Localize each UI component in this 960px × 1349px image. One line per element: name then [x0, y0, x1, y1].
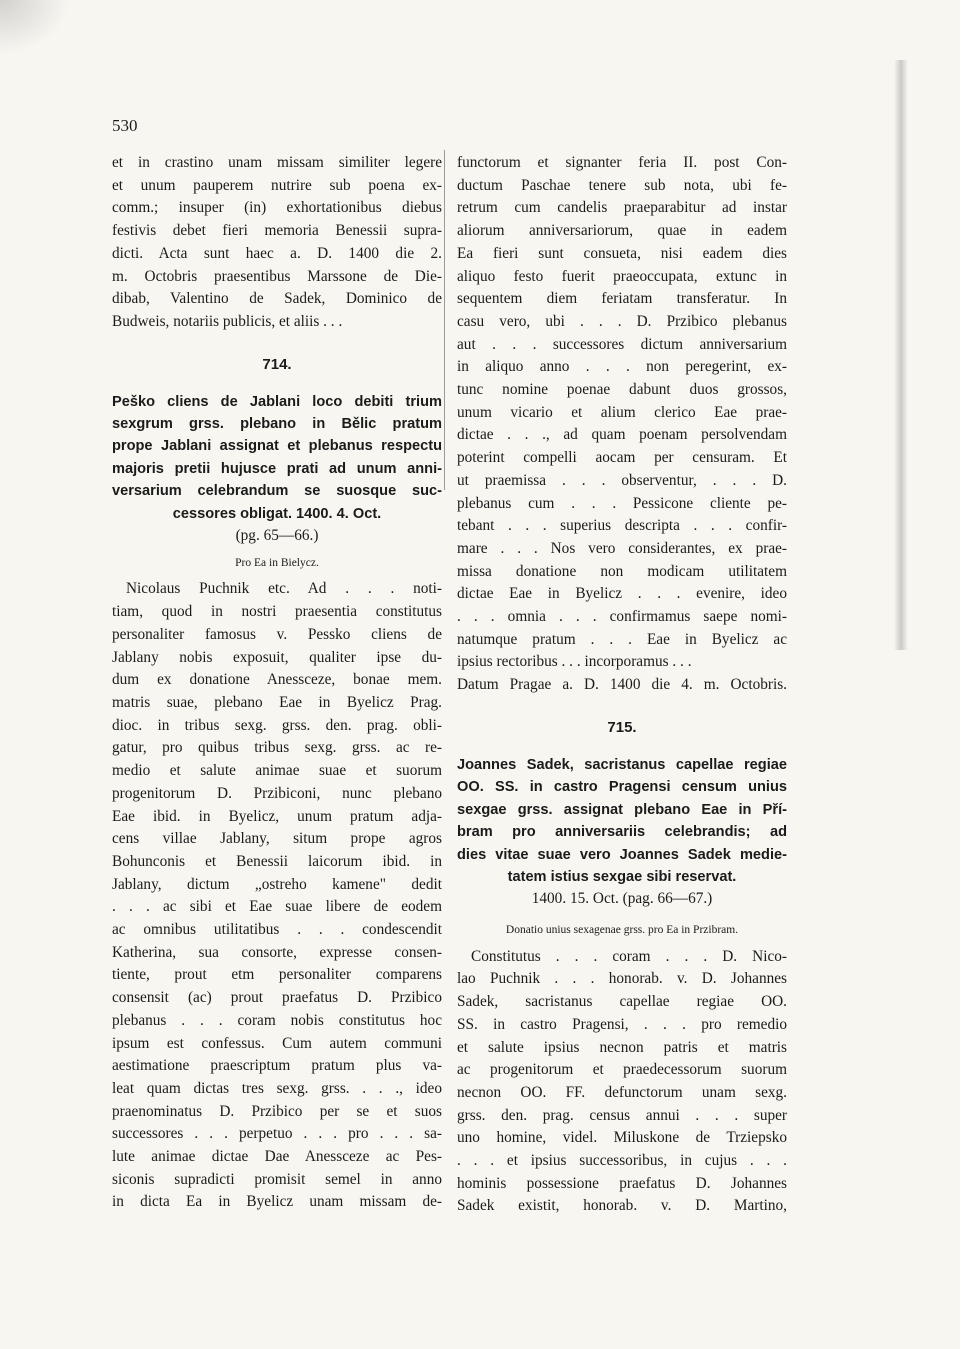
text-line: grss. den. prag. census annui . . . super: [457, 1106, 787, 1124]
date-reference: 1400. 15. Oct. (pag. 66—67.): [531, 890, 713, 908]
text-line: retrum cum candelis praeparabitur ad instar: [457, 199, 787, 217]
text-line: Nicolaus Puchnik etc. Ad . . . noti-: [126, 580, 442, 598]
text-line: Sadek existit, honorab. v. D. Martino,: [457, 1197, 787, 1215]
text-line: progenitorum D. Przibiconi, nunc plebano: [112, 784, 442, 802]
heading-line: tatem istius sexgae sibi reservat.: [507, 868, 737, 885]
text-line: plebanus cum . . . Pessicone cliente pe-: [457, 494, 787, 512]
text-line: aestimatione praescriptum pratum plus va-: [112, 1057, 442, 1075]
text-line: necnon OO. FF. defunctorum unam sexg.: [457, 1083, 787, 1101]
marginal-note: Pro Ea in Bielycz.: [235, 556, 319, 569]
text-line: leat quam dictas tres sexg. grss. . . ., ideo: [112, 1079, 442, 1097]
column-divider: [444, 150, 445, 490]
text-line: dicti. Acta sunt haec a. D. 1400 die 2.: [112, 244, 442, 262]
text-line: Ea fieri sunt consueta, nisi eadem dies: [457, 244, 787, 262]
text-line: Jablany nobis exposuit, qualiter ipse du-: [112, 648, 442, 666]
text-line: gatur, pro quibus tribus sexg. grss. ac re-: [112, 739, 442, 757]
text-line: Sadek, sacristanus capellae regiae OO.: [457, 993, 787, 1011]
text-line: tiam, quod in nostri praesentia constitutus: [112, 603, 442, 621]
heading-line: sexgae grss. assignat plebano Eae in Pří-: [457, 801, 787, 818]
text-line: praenominatus D. Przibico per se et suos: [112, 1102, 442, 1120]
text-line: ipsius rectoribus . . . incorporamus . . .: [457, 653, 692, 671]
text-line: Jablany, dictum „ostreho kamene" dedit: [112, 875, 442, 893]
text-line: et unum pauperem nutrire sub poena ex-: [112, 176, 442, 194]
text-line: comm.; insuper (in) exhortationibus diebus: [112, 199, 442, 217]
text-line: et salute ipsius necnon patris et matris: [457, 1038, 787, 1056]
document-body-714: [112, 578, 442, 1214]
text-line: functorum et signanter feria II. post Con-: [457, 154, 787, 171]
text-line: mare . . . Nos vero considerantes, ex prae-: [457, 539, 787, 557]
text-line: lute animae dictae Dae Anessceze ac Pes-: [112, 1148, 442, 1166]
text-line: consensit (ac) prout praefatus D. Przibico: [112, 989, 442, 1007]
text-line: dum ex donatione Anessceze, bonae mem.: [112, 671, 442, 689]
text-line: in aliquo anno . . . non peregerint, ex-: [457, 358, 787, 376]
heading-line: OO. SS. in castro Pragensi censum unius: [457, 779, 787, 796]
text-line: Budweis, notariis publicis, et aliis . . .: [112, 312, 343, 330]
text-line: lao Puchnik . . . honorab. v. D. Johannes: [457, 970, 787, 988]
text-line: cens villae Jablany, situm prope agros: [112, 830, 442, 848]
scan-corner-stain: [0, 0, 70, 55]
page-reference: (pg. 65—66.): [235, 527, 319, 545]
heading-line: versarium celebrandum se suosque suc-: [112, 483, 442, 500]
heading-line: cessores obligat. 1400. 4. Oct.: [172, 505, 382, 522]
heading-line: Peško cliens de Jablani loco debiti trium: [112, 393, 442, 410]
right-column: [457, 152, 787, 1218]
page-number: 530: [112, 116, 138, 135]
text-line: et in crastino unam missam similiter legere: [112, 154, 442, 171]
text-line: . . . ac sibi et Eae suae libere de eodem: [112, 898, 442, 916]
document-number-715: 715.: [607, 718, 637, 736]
text-line: ipsum est confessus. Cum autem communi: [112, 1034, 442, 1052]
text-line: dioc. in tribus sexg. grss. den. prag. obli-: [112, 716, 442, 734]
text-line: ac progenitorum et praedecessorum suorum: [457, 1061, 787, 1079]
text-line: . . . omnia . . . confirmamus saepe nomi-: [457, 608, 787, 626]
text-line: dibab, Valentino de Sadek, Dominico de: [112, 290, 442, 308]
marginal-note: Donatio unius sexagenae grss. pro Ea in Przibram.: [505, 924, 739, 937]
text-line: hominis possessione praefatus D. Johannes: [457, 1174, 787, 1192]
text-line: tiente, prout etm personaliter comparens: [112, 966, 442, 984]
text-line: dictae Eae in Byelicz . . . evenire, ideo: [457, 585, 787, 603]
text-line: aut . . . successores dictum anniversarium: [457, 335, 787, 353]
text-line: ductum Paschae tenere sub nota, ubi fe-: [457, 176, 787, 194]
text-line: siconis supradicti promisit semel in anno: [112, 1170, 442, 1188]
text-line: successores . . . perpetuo . . . pro . . . sa-: [112, 1125, 442, 1143]
document-heading-714: [112, 391, 442, 525]
heading-line: Joannes Sadek, sacristanus capellae regiae: [457, 756, 787, 773]
text-line: dictae . . ., ad quam poenam persolvendam: [457, 426, 787, 444]
intro-text: [112, 152, 442, 334]
continuation-text: [457, 152, 787, 697]
text-line: Katherina, sua consorte, expresse consen-: [112, 943, 442, 961]
heading-line: majoris pretii hujusce prati ad unum anni-: [112, 460, 442, 477]
text-line: Constitutus . . . coram . . . D. Nico-: [471, 947, 787, 965]
text-line: missa donatione non modicam utilitatem: [457, 562, 787, 580]
text-line: ac omnibus utilitatibus . . . condescendit: [112, 921, 442, 939]
text-line: SS. in castro Pragensi, . . . pro remedio: [457, 1015, 787, 1033]
text-line: tunc nomine poenae dabunt duos grossos,: [457, 381, 787, 399]
text-line: unum vicario et alium clerico Eae prae-: [457, 403, 787, 421]
text-line: natumque pratum . . . Eae in Byelicz ac: [457, 630, 787, 648]
text-line: Eae ibid. in Byelicz, unum pratum adja-: [112, 807, 442, 825]
heading-line: prope Jablani assignat et plebanus respectu: [112, 438, 442, 455]
text-line: ut praemissa . . . observentur, . . . D.: [457, 471, 787, 489]
heading-line: sexgrum grss. plebano in Bělic pratum: [112, 416, 442, 433]
text-line: aliquo festo fuerit praeoccupata, extunc in: [457, 267, 787, 285]
scan-edge-stain: [894, 60, 908, 650]
text-line: Bohunconis et Benessii laicorum ibid. in: [112, 852, 442, 870]
text-line: medio et salute animae suae et suorum: [112, 762, 442, 780]
text-line: uno homine, videl. Miluskone de Trziepsko: [457, 1129, 787, 1147]
heading-line: bram pro anniversariis celebrandis; ad: [457, 824, 787, 841]
text-line: plebanus . . . coram nobis constitutus hoc: [112, 1011, 442, 1029]
text-line: sequentem diem feriatam transferatur. In: [457, 290, 787, 308]
text-line: tebant . . . superius descripta . . . confir-: [457, 517, 787, 535]
text-line: Datum Pragae a. D. 1400 die 4. m. Octobris.: [457, 676, 787, 694]
text-line: poterint compelli aocam per censuram. Et: [457, 449, 787, 467]
text-line: in dicta Ea in Byelicz unam missam de-: [112, 1193, 442, 1211]
text-line: casu vero, ubi . . . D. Przibico plebanus: [457, 312, 787, 330]
text-line: personaliter famosus v. Pessko cliens de: [112, 625, 442, 643]
text-line: festivis debet fieri memoria Benessii supra-: [112, 222, 442, 240]
text-line: . . . et ipsius successoribus, in cujus . . .: [457, 1152, 787, 1170]
text-line: aliorum anniversariorum, quae in eadem: [457, 222, 787, 240]
document-heading-715: [457, 754, 787, 888]
text-line: m. Octobris praesentibus Marssone de Die-: [112, 267, 442, 285]
text-line: matris suae, plebano Eae in Byelicz Prag.: [112, 693, 442, 711]
left-column: [112, 152, 442, 1214]
heading-line: dies vitae suae vero Joannes Sadek medie-: [457, 846, 787, 863]
document-number-714: 714.: [262, 355, 292, 373]
document-body-715: [457, 946, 787, 1218]
